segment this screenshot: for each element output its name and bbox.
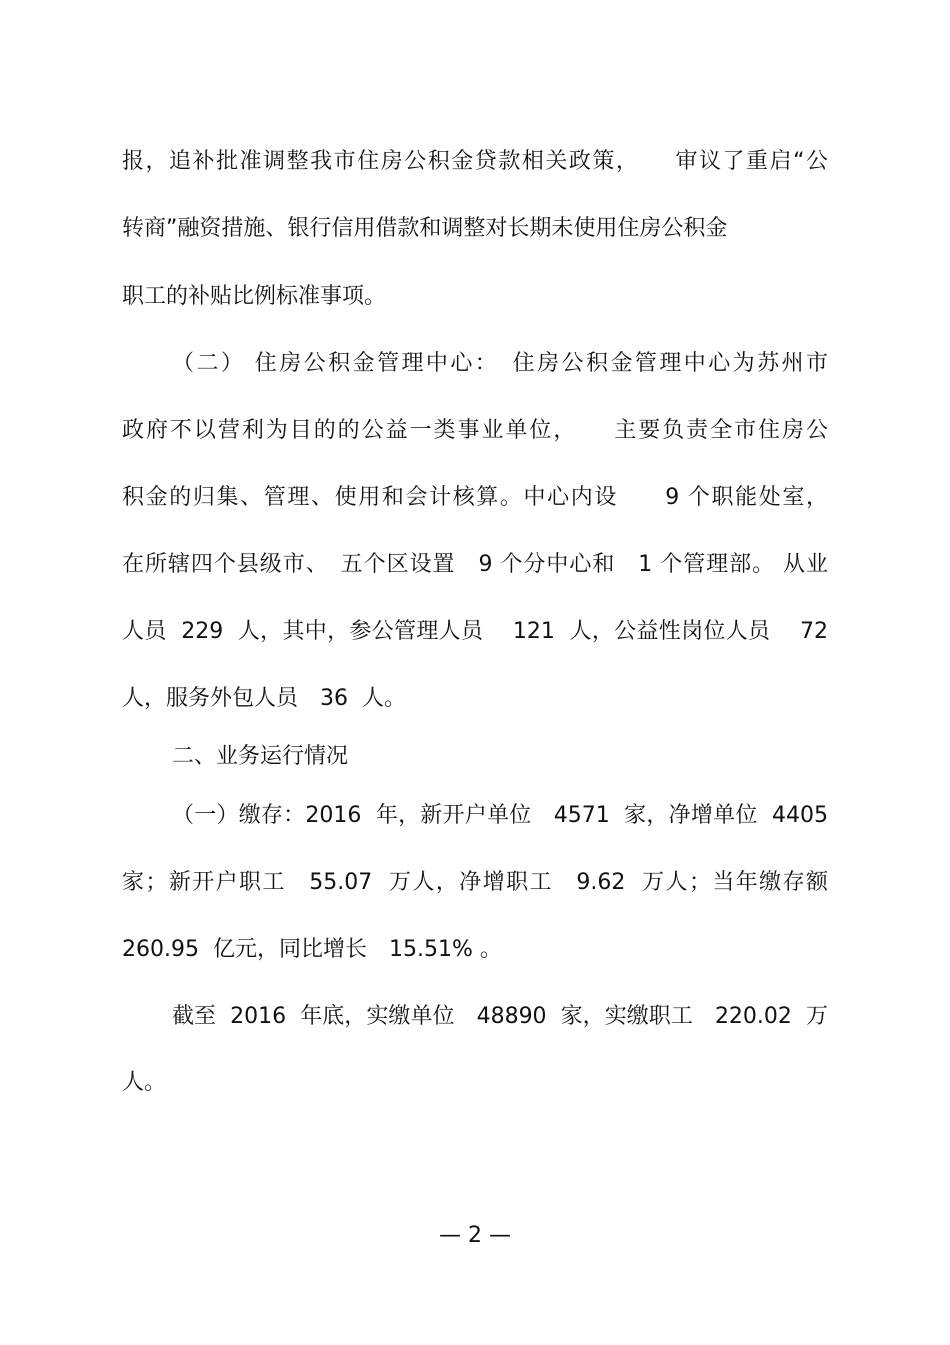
body-text-line: 职工的补贴比例标准事项。 [122, 284, 387, 309]
page-number: — 2 — [439, 1223, 511, 1248]
body-text-line: （一）缴存：2016 年，新开户单位 4571 家，净增单位 4405 [172, 803, 828, 828]
body-text-line: 截至 2016 年底，实缴单位 48890 家，实缴职工 220.02 万 [172, 1004, 828, 1029]
body-text-line: 人，服务外包人员 36 人。 [122, 686, 406, 711]
body-text-line: 报，追补批准调整我市住房公积金贷款相关政策， 审议了重启“公 [122, 149, 828, 174]
body-text-line: 政府不以营利为目的的公益一类事业单位， 主要负责全市住房公 [122, 418, 828, 443]
body-text-line: 转商”融资措施、银行信用借款和调整对长期未使用住房公积金 [122, 216, 728, 241]
body-text-line: 人员 229 人，其中，参公管理人员 121 人，公益性岗位人员 72 [122, 619, 828, 644]
body-text-line: 家；新开户职工 55.07 万人，净增职工 9.62 万人；当年缴存额 [122, 870, 828, 895]
section-heading-line: （二） 住房公积金管理中心： 住房公积金管理中心为苏州市 [172, 351, 828, 376]
body-text-line: 积金的归集、管理、使用和会计核算。中心内设 9 个职能处室， [122, 485, 828, 510]
body-text-line: 在所辖四个县级市、 五个区设置 9 个分中心和 1 个管理部。 从业 [122, 552, 828, 577]
body-text-line: 人。 [122, 1070, 167, 1095]
section-heading: 二、业务运行情况 [172, 744, 349, 769]
body-text-line: 260.95 亿元，同比增长 15.51% 。 [122, 937, 502, 962]
